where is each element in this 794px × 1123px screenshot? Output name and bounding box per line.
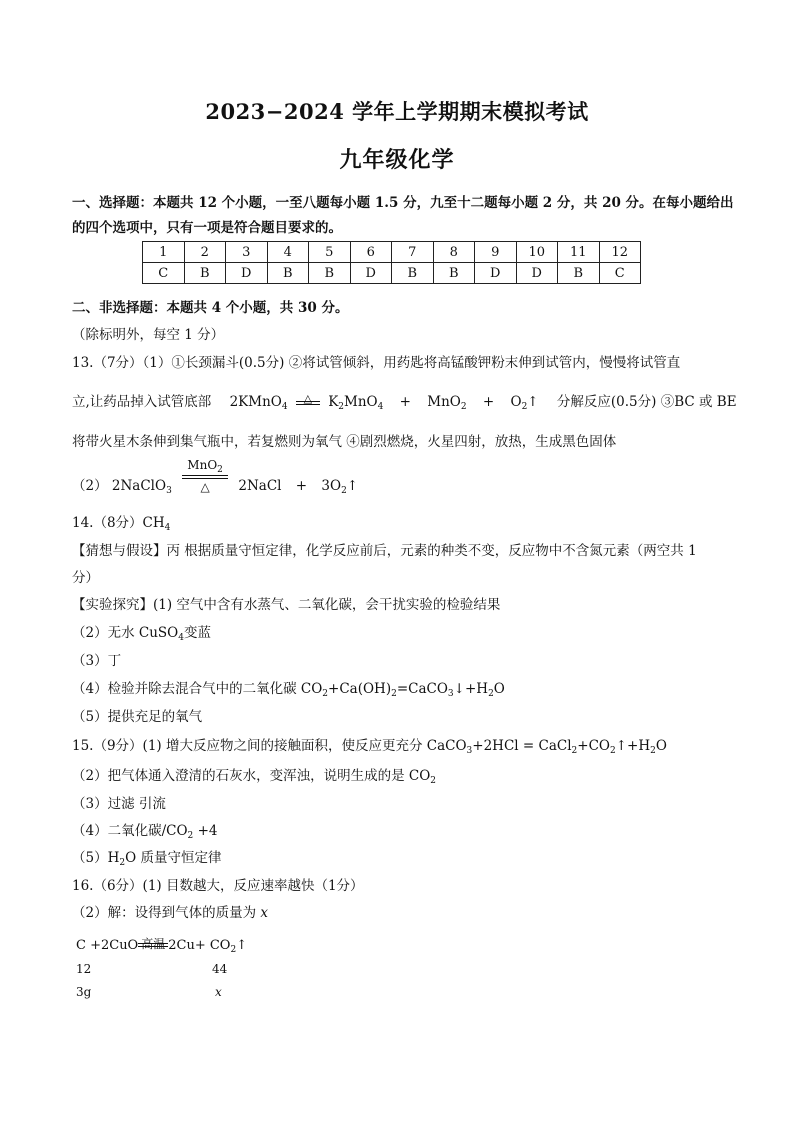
answer-table-number-row xyxy=(143,242,641,263)
answer-table-number-cell: 10 xyxy=(516,242,558,263)
eq2-condition: $\frac{MnO_2}{\triangle}$ xyxy=(182,458,228,494)
q16-mass-12: 12 xyxy=(76,962,92,976)
answer-table-number-cell: 9 xyxy=(475,242,517,263)
section2-heading: 二、非选择题：本题共 4 个小题，共 30 分。 xyxy=(72,300,349,316)
answer-table-answer-cell: C xyxy=(143,263,185,284)
answer-table-answer-cell: B xyxy=(267,263,309,284)
eq1-condition: △ xyxy=(296,404,320,406)
q14-line2: 【猜想与假设】丙 根据质量守恒定律，化学反应前后，元素的种类不变，反应物中不含氮元素（两空共 1 xyxy=(72,543,697,559)
eq1-product2: MnO$_2$ xyxy=(427,394,467,412)
answer-table-number-cell: 2 xyxy=(184,242,226,263)
q14-line8: （5）提供充足的氧气 xyxy=(72,709,203,725)
q13-line3: 将带火星木条伸到集气瓶中，若复燃则为氧气 ④剧烈燃烧，火星四射，放热，生成黑色固体 xyxy=(72,434,617,450)
answer-table-answer-cell: D xyxy=(516,263,558,284)
q14-line4: 【实验探究】(1) 空气中含有水蒸气、二氧化碳，会干扰实验的检验结果 xyxy=(72,597,501,613)
answer-table-answer-cell: B xyxy=(184,263,226,284)
answer-table-answer-cell: D xyxy=(475,263,517,284)
answer-table-number-cell: 1 xyxy=(143,242,185,263)
q15-line4: （4）二氧化碳$/CO_2 +4$ xyxy=(72,823,218,841)
eq1-plus: + xyxy=(399,394,411,410)
eq1-lhs: 2KMnO$_4$ xyxy=(229,394,288,412)
q13-line4 xyxy=(72,458,358,498)
answer-table-answer-cell: B xyxy=(433,263,475,284)
q15-line1: 15.（9分）(1) 增大反应物之间的接触面积，使反应更充分 CaCO$_3$+2HCl = $CaCl_2+CO_2↑+H_2O$ xyxy=(72,738,667,756)
section1-heading-line1: 一、选择题：本题共 12 个小题，一至八题每小题 1.5 分，九至十二题每小题 2 分，共 20 分。在每小题给出 xyxy=(72,195,734,211)
section2-note: （除标明外，每空 1 分） xyxy=(72,327,225,343)
q15-line2: （2）把气体通入澄清的石灰水，变浑浊，说明生成的是 $CO_2$ xyxy=(72,768,437,786)
page-title: 2023−2024 学年上学期期末模拟考试 xyxy=(205,99,589,124)
q16-eq-lhs: C +2CuO xyxy=(76,938,139,953)
answer-table-answer-cell: D xyxy=(226,263,268,284)
answer-table-answer-cell: C xyxy=(599,263,641,284)
q14-line5: （2）无水 CuSO$_4$变蓝 xyxy=(72,625,211,643)
q13-line2-text: 立,让药品掉入试管底部 xyxy=(72,394,212,410)
eq2-lhs: 2NaClO$_3$ xyxy=(111,477,172,496)
q13-line2-tail: 分解反应(0.5分) ③BC 或 BE xyxy=(556,394,737,410)
answer-table-number-cell: 8 xyxy=(433,242,475,263)
q15-line3: （3）过滤 引流 xyxy=(72,796,166,812)
answer-table-number-cell: 4 xyxy=(267,242,309,263)
eq1-product3: $O_2↑$ xyxy=(510,394,539,412)
answer-table-number-cell: 6 xyxy=(350,242,392,263)
q14-line1: 14.（8分）$CH_4$ xyxy=(72,515,171,533)
q14-line6: （3）丁 xyxy=(72,653,122,669)
answer-table-answer-cell: B xyxy=(392,263,434,284)
eq2-product2: $3O_2↑$ xyxy=(321,477,359,496)
q16-eq-condition: 高温 xyxy=(138,947,168,949)
q13-line1: 13.（7分）（1）①长颈漏斗(0.5分) ②将试管倾斜，用药匙将高锰酸钾粉末伸到试管内，慢慢将试管直 xyxy=(72,355,681,371)
q16-given-mass: 3g xyxy=(76,985,92,999)
answer-table-answer-cell: D xyxy=(350,263,392,284)
section1-heading-line2: 的四个选项中，只有一项是符合题目要求的。 xyxy=(72,220,342,236)
q16-line2: （2）解：设得到气体的质量为 x xyxy=(72,905,269,921)
q13-part2-label: （2） xyxy=(72,477,108,494)
answer-table xyxy=(142,241,641,284)
q16-eq-rhs: $2Cu+ CO_2↑$ xyxy=(168,938,248,955)
q14-line3: 分） xyxy=(72,570,99,586)
answer-table-number-cell: 7 xyxy=(392,242,434,263)
q16-unknown-x: x xyxy=(215,985,222,999)
eq1-product1: $K_2MnO_4$ xyxy=(328,394,384,412)
q13-line2 xyxy=(72,390,737,412)
q16-equation xyxy=(76,938,247,955)
eq2-product1: 2NaCl xyxy=(238,477,282,494)
page-subtitle: 九年级化学 xyxy=(339,147,455,173)
eq2-plus: + xyxy=(295,477,308,494)
q14-line7: （4）检验并除去混合气中的二氧化碳 $CO_2+Ca(OH)_2=CaCO_3↓+H_2O$ xyxy=(72,681,505,699)
answer-table-number-cell: 11 xyxy=(558,242,600,263)
eq1-plus2: + xyxy=(482,394,495,410)
q15-line5: $(5)H_2O$ 质量守恒定律 xyxy=(72,850,222,868)
answer-table-answer-row xyxy=(143,263,641,284)
answer-table-number-cell: 3 xyxy=(226,242,268,263)
answer-table-number-cell: 12 xyxy=(599,242,641,263)
q16-mass-44: 44 xyxy=(212,962,228,976)
answer-table-answer-cell: B xyxy=(558,263,600,284)
answer-table-answer-cell: B xyxy=(309,263,351,284)
q16-line1: 16.（6分）(1) 目数越大，反应速率越快（1分） xyxy=(72,878,364,894)
answer-table-number-cell: 5 xyxy=(309,242,351,263)
